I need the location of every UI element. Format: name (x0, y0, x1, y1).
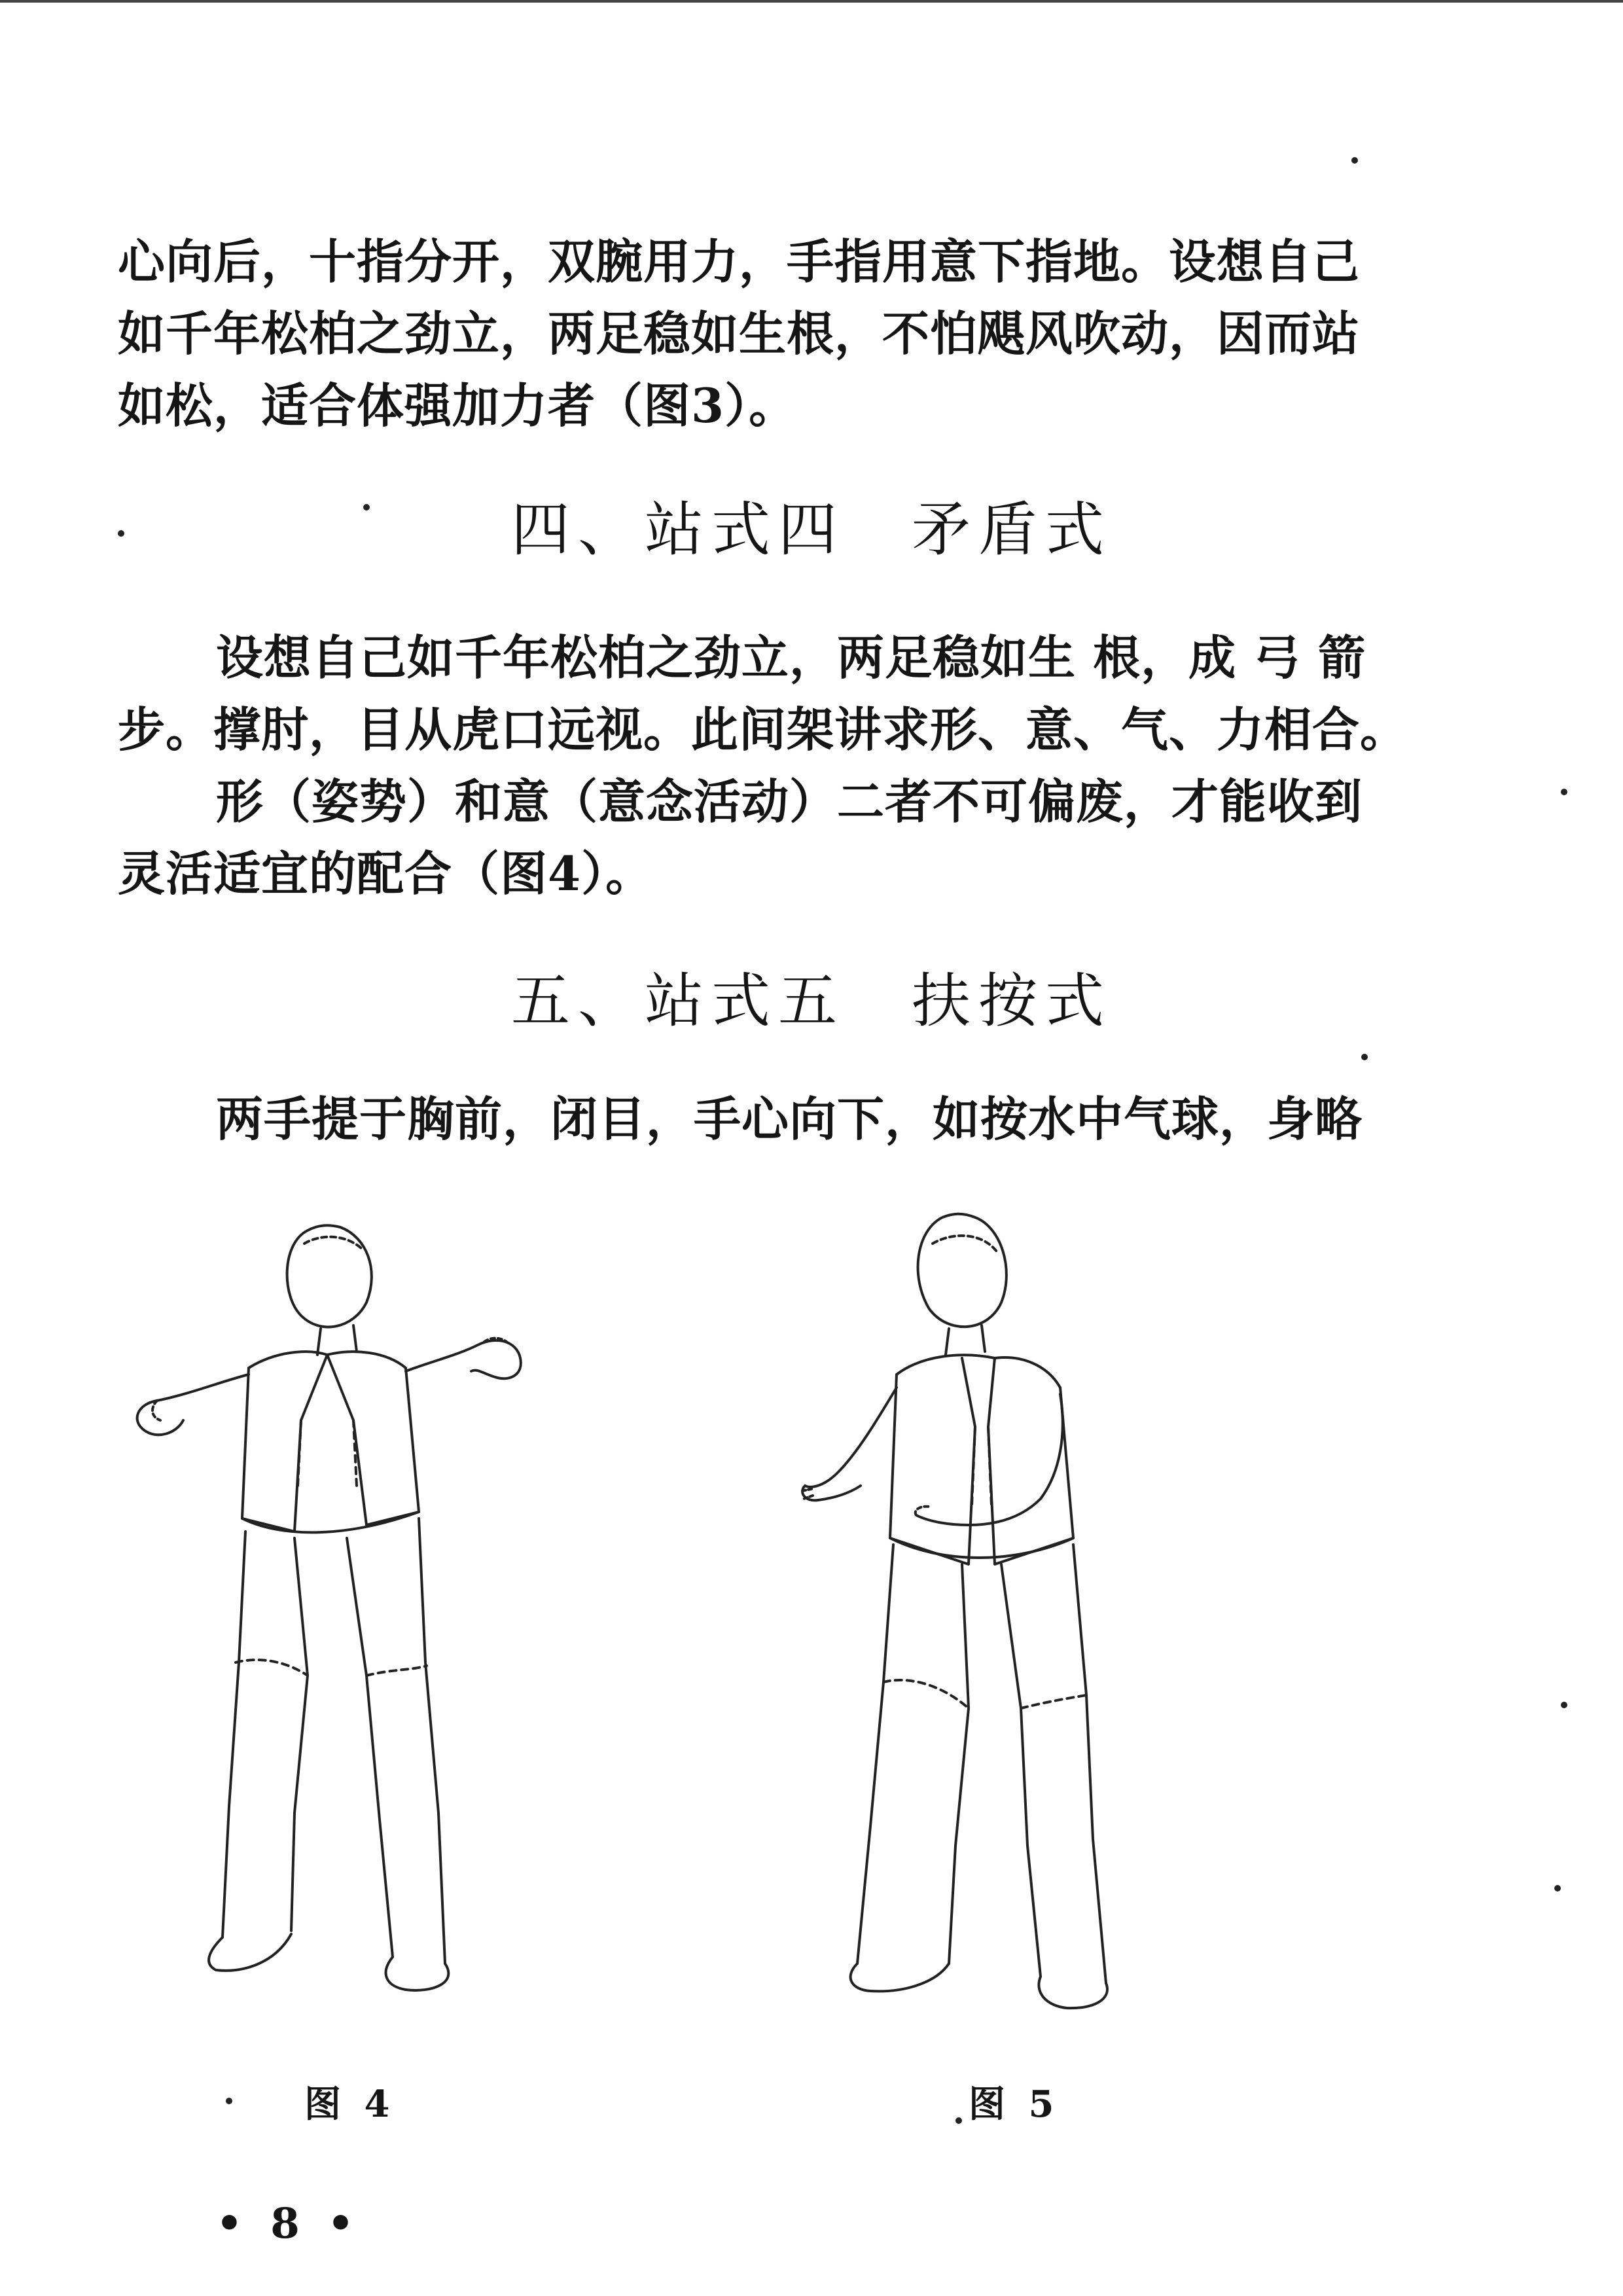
scan-speck (1351, 157, 1358, 164)
scan-speck (226, 2098, 232, 2104)
paragraph-line: 如松，适合体强加力者（图3）。 (118, 378, 797, 433)
paragraph-line: 如千年松柏之劲立，两足稳如生根，不怕飓风吹动，因而站 (118, 306, 1361, 361)
scan-speck (1361, 1054, 1368, 1060)
paragraph-line: 灵活适宜的配合（图4）。 (118, 846, 654, 901)
figure-5-caption: 图 5 (969, 2083, 1060, 2126)
paragraph-line: 心向后，十指分开，双腕用力，手指用意下指地。设想自己 (118, 234, 1361, 289)
scan-speck (1554, 1885, 1561, 1892)
scan-speck (118, 530, 124, 537)
top-border-line (0, 0, 1623, 3)
paragraph-line: 两手提于胸前，闭目，手心向下，如按水中气球，身略 (216, 1091, 1363, 1147)
page-number: • 8 • (216, 2199, 361, 2248)
figure-4-caption: 图 4 (304, 2083, 395, 2126)
scan-speck (955, 2117, 962, 2124)
paragraph-line: 形（姿势）和意（意念活动）二者不可偏废，才能收到 (216, 774, 1363, 829)
scan-speck (1561, 1702, 1567, 1708)
paragraph-line: 步。撑肘，目从虎口远视。此间架讲求形、意、气、力相合。 (118, 702, 1408, 757)
section-heading-4: 四、站式四 矛盾式 (511, 495, 1112, 564)
scan-speck (1561, 789, 1567, 795)
figure-4-illustration (131, 1204, 602, 2049)
section-heading-5: 五、站式五 扶按式 (511, 967, 1112, 1035)
paragraph-line: 设想自己如千年松柏之劲立，两足稳如生 根，成 弓 箭 (216, 630, 1366, 685)
scan-speck (363, 504, 370, 511)
figure-5-illustration (798, 1198, 1191, 2049)
